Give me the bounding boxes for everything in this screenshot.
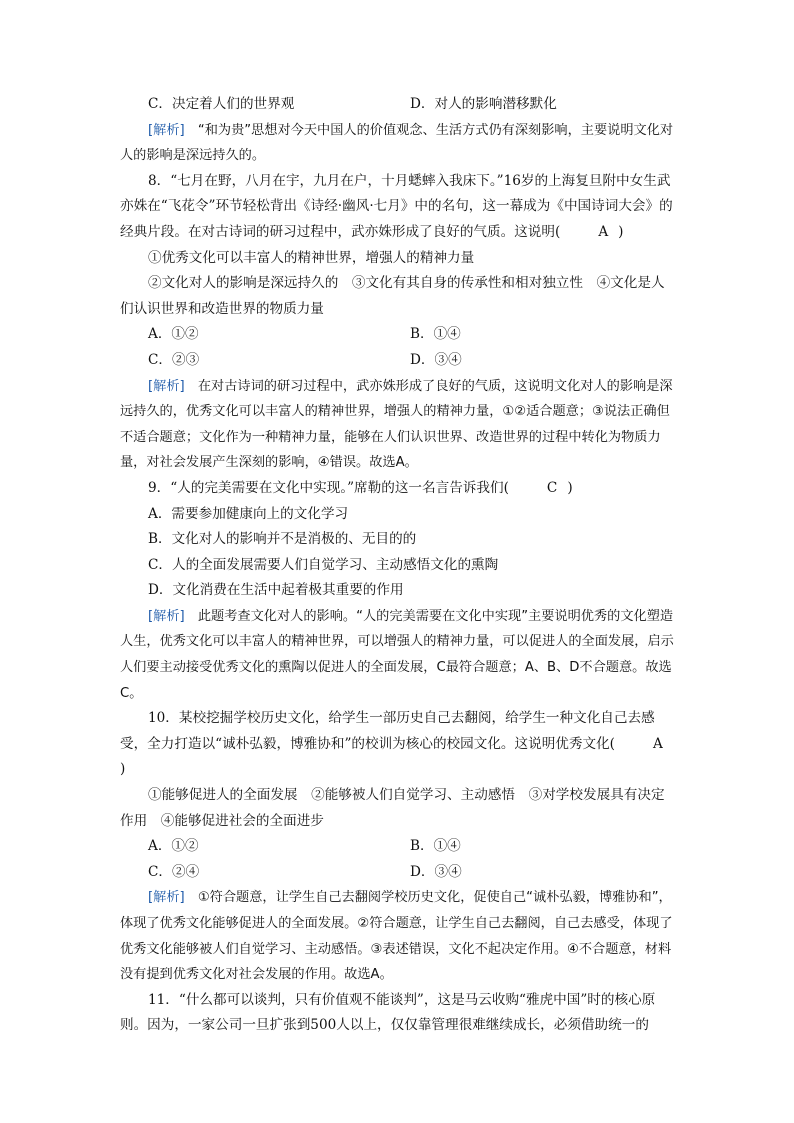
- q7-analysis-tag: [解析]: [148, 122, 185, 138]
- q8-stem: [120, 169, 676, 246]
- q8-options-cd: [120, 348, 676, 374]
- q10-analysis: [120, 885, 676, 987]
- q7-option-d[interactable]: D．对人的影响潜移默化: [410, 96, 557, 112]
- q9-analysis-text: 此题考查文化对人的影响。“人的完美需要在文化中实现”主要说明优秀的文化塑造人生，优秀文化可以丰富人的精神世界，可以增强人的精神力量，可以促进人的全面发展，启示人们要主动接受优秀文化的熏陶以促进人的全面发展，C最符合题意；A、B、D不合题意。故选C。: [120, 608, 674, 701]
- q7-analysis-text: “和为贵”思想对今天中国人的价值观念、生活方式仍有深刻影响，主要说明文化对人的影响是深远持久的。: [120, 122, 674, 164]
- q8-options-ab: [120, 322, 676, 348]
- q11-stem: 11．“什么都可以谈判，只有价值观不能谈判”，这是马云收购“雅虎中国”时的核心原则。因为，一家公司一旦扩张到500人以上，仅仅靠管理很难继续成长，必须借助统一的: [120, 991, 656, 1034]
- q9-answer: C: [546, 479, 558, 496]
- q10-stem-close: ): [120, 761, 126, 778]
- q10-items: ①能够促进人的全面发展 ②能够被人们自觉学习、主动感悟 ③对学校发展具有决定作用 ④能够促进社会的全面进步: [120, 787, 665, 829]
- q8-stem-close: ): [618, 223, 624, 240]
- q8-option-d[interactable]: D．③④: [410, 351, 462, 368]
- q8-answer: A: [598, 223, 609, 240]
- q9-option-a[interactable]: A．需要参加健康向上的文化学习: [148, 505, 349, 522]
- q9-stem-text: 9．“人的完美需要在文化中实现。”席勒的这一名言告诉我们(: [148, 479, 509, 496]
- q9-option-c[interactable]: C．人的全面发展需要人们自觉学习、主动感悟文化的熏陶: [148, 556, 499, 573]
- q8-option-c[interactable]: C．②③: [148, 351, 200, 368]
- q9-analysis-tag: [解析]: [148, 608, 185, 624]
- q10-analysis-tag: [解析]: [148, 890, 185, 906]
- q10-analysis-text: ①符合题意，让学生自己去翻阅学校历史文化，促使自己“诚朴弘毅，博雅协和”，体现了优秀文化能够促进人的全面发展。②符合题意，让学生自己去翻阅，自己去感受，体现了优秀文化能够被人们自觉学习、主动感悟。③表述错误，文化不起决定作用。④不合题意，材料没有提到优秀文化对社会发展的作用。故选A。: [120, 890, 673, 983]
- q7-options-cd: [120, 92, 676, 118]
- q7-analysis: [120, 118, 676, 169]
- q10-option-b[interactable]: B．①④: [410, 838, 461, 855]
- q10-stem: [120, 706, 676, 783]
- q9-analysis: [120, 604, 676, 706]
- q9-stem-close: ): [567, 479, 573, 496]
- q10-option-a[interactable]: A．①②: [148, 838, 199, 855]
- q9-option-b[interactable]: B．文化对人的影响并不是消极的、无目的的: [148, 531, 417, 548]
- q9-stem: [120, 476, 676, 502]
- q8-stem-text: 8．“七月在野，八月在宇，九月在户，十月蟋蟀入我床下。”16岁的上海复旦附中女生武亦姝在“飞花令”环节轻松背出《诗经·幽风·七月》中的名句，这一幕成为《中国诗词大会》的经典片段。在对古诗词的研习过程中，武亦姝形成了良好的气质。这说明(: [120, 172, 673, 240]
- q9-option-d[interactable]: D．文化消费在生活中起着极其重要的作用: [148, 582, 404, 599]
- q10-options-cd: [120, 860, 676, 886]
- q8-items-2-4: ②文化对人的影响是深远持久的 ③文化有其自身的传承性和相对独立性 ④文化是人们认识世界和改造世界的物质力量: [120, 275, 665, 317]
- q8-option-a[interactable]: A．①②: [148, 326, 199, 343]
- q8-option-b[interactable]: B．①④: [410, 326, 461, 343]
- q8-item-1: ①优秀文化可以丰富人的精神世界，增强人的精神力量: [148, 249, 475, 266]
- q8-analysis: [120, 374, 676, 476]
- q10-options-ab: [120, 834, 676, 860]
- q10-answer: A: [652, 735, 663, 752]
- q10-option-c[interactable]: C．②④: [148, 863, 200, 880]
- q8-analysis-text: 在对古诗词的研习过程中，武亦姝形成了良好的气质，这说明文化对人的影响是深远持久的，优秀文化可以丰富人的精神世界，增强人的精神力量，①②适合题意；③说法正确但不适合题意；文化作为一种精神力量，能够在人们认识世界、改造世界的过程中转化为物质力量，对社会发展产生深刻的影响，④错误。故选A。: [120, 378, 673, 471]
- document-page: [120, 92, 676, 1039]
- q10-stem-text: 10．某校挖掘学校历史文化，给学生一部历史自己去翻阅，给学生一种文化自己去感受，全力打造以“诚朴弘毅，博雅协和”的校训为核心的校园文化。这说明优秀文化(: [120, 710, 655, 752]
- q7-option-c[interactable]: C．决定着人们的世界观: [148, 96, 295, 112]
- q10-option-d[interactable]: D．③④: [410, 863, 462, 880]
- q8-analysis-tag: [解析]: [148, 378, 185, 394]
